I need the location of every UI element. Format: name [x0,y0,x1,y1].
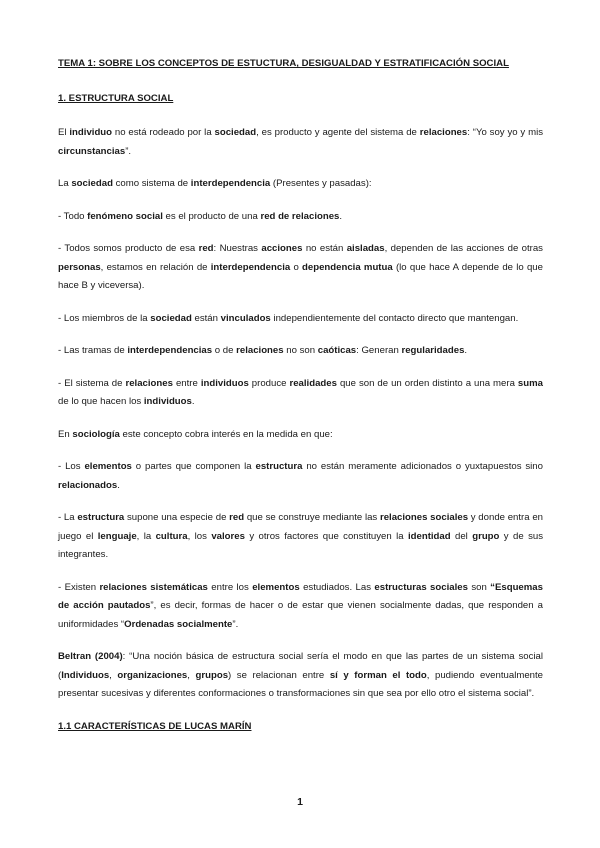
text-run: - El sistema de [58,377,126,389]
text-run: . [117,479,120,491]
text-run: no está rodeado por la [112,127,215,138]
bold-term: elementos [84,461,132,472]
text-run: : Generan [356,345,402,356]
bold-term: relaciones sociales [379,512,469,523]
bold-term: regularidades [401,345,465,356]
text-run: supone una especie de [124,512,230,523]
bold-term: Individuos [61,669,110,681]
bold-term: relaciones [419,127,468,138]
page-number: 1 [297,796,303,808]
bold-term: interdependencia [210,261,291,273]
bold-term: sociedad [71,178,113,189]
text-run: , dependen de las acciones de otras [384,243,543,254]
text-run: La [58,178,72,189]
text-run: - Las tramas de [58,345,128,356]
bold-term: “Esquemas de acción pautados [58,581,543,611]
text-run: entre los [207,581,253,593]
bold-term: grupos [195,669,229,681]
text-run: es el producto de una [162,210,261,222]
paragraph [58,310,543,329]
text-run: El [58,127,70,138]
text-run: (Presentes y pasadas): [270,178,372,189]
bold-term: fenómeno social [87,210,163,222]
text-run: , los [187,530,212,542]
text-run: . [464,345,468,356]
text-run: - Los [58,461,85,472]
text-run: ”, es decir, formas de hacer o de estar que vienen socialmente dadas, que responden a uniformidades “ [58,600,544,630]
paragraph [58,458,543,495]
bold-term: interdependencia [190,178,271,189]
text-run: que se construye mediante las [244,512,380,523]
bold-term: relaciones [236,345,284,356]
text-run: y otros factores que constituyen la [244,530,408,542]
text-run: , [109,669,118,681]
document-title: TEMA 1: SOBRE LOS CONCEPTOS DE ESTUCTURA, DESIGUALDAD Y ESTRATIFICACIÓN SOCIAL [58,58,509,69]
bold-term: red [229,512,245,523]
text-run: , [187,669,196,681]
paragraph [58,342,543,361]
text-run: o [290,261,303,273]
bold-term: individuos [200,377,249,389]
text-run: (lo que hace A depende de lo que hace B y viceversa). [58,261,543,291]
bold-term: caóticas [317,345,357,356]
text-run: y donde entra en juego el [58,512,543,542]
bold-term: elementos [252,581,300,593]
bold-term: individuos [143,396,192,407]
bold-term: circunstancias [58,145,126,157]
text-run: independientemente del contacto directo que mantengan. [270,312,519,324]
text-run: - Existen [58,581,100,593]
text-run: no están [302,243,347,254]
text-run: , estamos en relación de [100,261,211,273]
bold-term: red de relaciones [260,210,340,222]
bold-term: interdependencias [127,345,213,356]
text-run: no son [283,345,318,356]
text-run: este concepto cobra interés en la medida en que: [119,428,333,440]
paragraph [58,175,543,194]
bold-term: vinculados [220,312,271,324]
text-run: y de sus integrantes. [58,530,543,560]
text-run: son [467,581,491,593]
text-run: ”. [232,618,239,630]
paragraph [58,208,543,227]
bold-term: valores [211,530,245,542]
text-run: o de [212,345,237,356]
text-run: , la [136,530,156,542]
bold-term: personas [58,261,101,273]
bold-term: lenguaje [97,530,137,542]
body-paragraphs [58,124,543,704]
bold-term: grupo [472,530,500,542]
text-run: ”. [125,145,132,157]
text-run: En [58,428,73,440]
text-run: - Todos somos producto de esa [58,243,199,254]
bold-term: estructuras sociales [374,581,468,593]
bold-term: aisladas [346,243,385,254]
section-heading: 1. ESTRUCTURA SOCIAL [58,92,174,104]
paragraph [58,240,543,296]
bold-term: Ordenadas socialmente [124,618,233,630]
text-run: , es producto y agente del sistema de [256,127,420,138]
text-run: , pudiendo eventualmente presentar sucesivas y diferentes conformaciones o transformaciones sin que sea por ello otro el sistema social”. [58,669,543,699]
text-run: como sistema de [112,178,191,189]
text-run: - La [58,512,78,523]
paragraph [58,375,543,412]
text-run: : “Una noción básica de estructura social sería el modo en que las partes de un sistema social ( [58,651,543,681]
bold-term: sociedad [214,127,257,138]
bold-term: suma [517,377,543,389]
bold-term: estructura [255,461,303,472]
text-run: . [191,396,195,407]
text-run: : “Yo soy yo y mis [467,127,544,138]
text-run: . [339,210,343,222]
text-run: estudiados. Las [299,581,375,593]
paragraph [58,509,543,565]
text-run: no están meramente adicionados o yuxtapuestos sino [302,461,543,472]
bold-term: estructura [77,512,125,523]
text-run: entre [172,377,201,389]
bold-term: sociedad [150,312,192,324]
bold-term: relaciones [125,377,173,389]
bold-term: identidad [407,530,451,542]
text-run: - Los miembros de la [58,312,151,324]
bold-term: sociología [72,428,120,440]
subsection-heading: 1.1 CARACTERÍSTICAS DE LUCAS MARÍN [58,720,252,732]
bold-term: relacionados [58,479,118,491]
bold-term: organizaciones [117,669,188,681]
text-run: o partes que componen la [131,461,256,472]
text-run: produce [248,377,290,389]
paragraph [58,124,543,161]
text-run: ) se relacionan entre [228,669,330,681]
bold-term: Beltran (2004) [58,651,123,662]
page-content [58,55,543,752]
bold-term: cultura [155,530,188,542]
text-run: están [191,312,221,324]
bold-term: red [198,243,214,254]
text-run: que son de un orden distinto a una mera [336,377,518,389]
text-run: - Todo [58,210,88,222]
text-run: del [450,530,473,542]
text-run: : Nuestras [213,243,262,254]
paragraph [58,426,543,445]
bold-term: relaciones sistemáticas [99,581,208,593]
bold-term: individuo [69,127,113,138]
bold-term: dependencia mutua [302,261,393,273]
paragraph [58,579,543,635]
text-run: de lo que hacen los [58,396,144,407]
bold-term: sí y forman el todo [329,669,427,681]
paragraph [58,648,543,704]
bold-term: acciones [261,243,303,254]
bold-term: realidades [289,377,337,389]
